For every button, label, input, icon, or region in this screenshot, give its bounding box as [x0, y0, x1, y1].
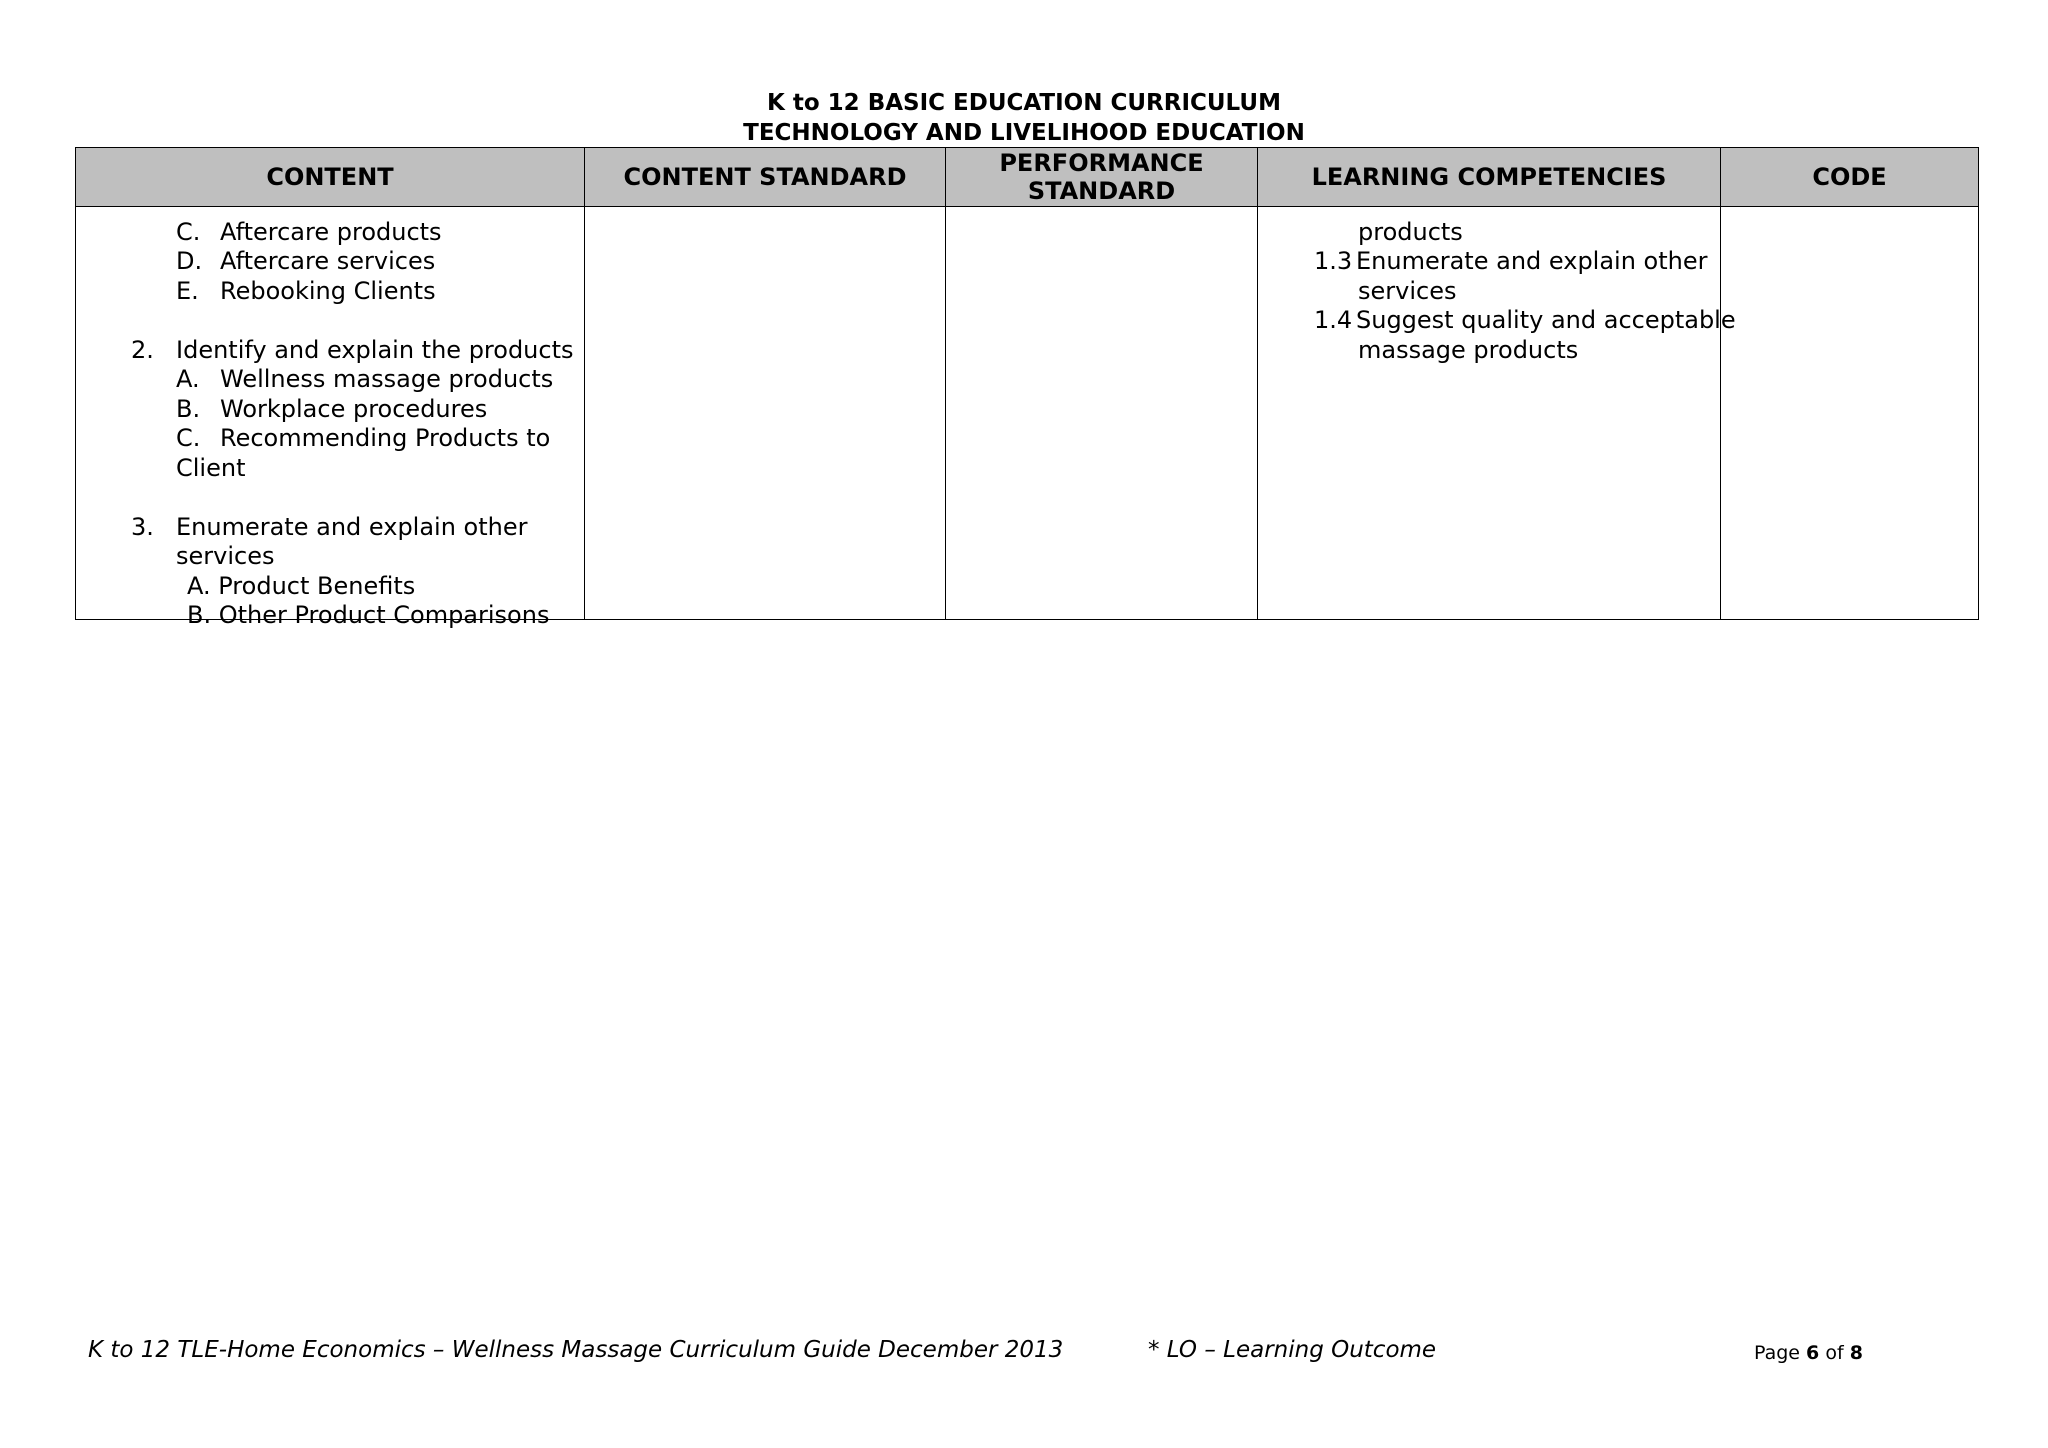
code-cell [1721, 207, 1979, 620]
header-learning-competencies: LEARNING COMPETENCIES [1258, 148, 1721, 207]
content-cell [76, 207, 585, 629]
content-marker: C. [176, 218, 201, 246]
competency-item: massage products [1358, 336, 1579, 364]
content-marker: C. [176, 424, 201, 452]
content-item: B. Other Product Comparisons [187, 601, 550, 629]
page-of: of [1819, 1342, 1850, 1364]
content-item: Client [176, 454, 246, 482]
competency-item: products [1358, 218, 1463, 246]
content-item: Wellness massage products [220, 365, 554, 393]
performance-standard-cell [946, 207, 1258, 620]
competency-marker: 1.3 [1314, 247, 1353, 275]
header-content-standard: CONTENT STANDARD [585, 148, 946, 207]
header-content: CONTENT [76, 148, 585, 207]
page-current: 6 [1806, 1342, 1820, 1364]
content-marker: 3. [131, 513, 154, 541]
header-performance-standard-line2: STANDARD [1027, 177, 1176, 205]
page-total: 8 [1849, 1342, 1863, 1364]
curriculum-table [75, 147, 1979, 629]
footer-guide-title: K to 12 TLE-Home Economics – Wellness Massage Curriculum Guide December 2013 [88, 1337, 1064, 1363]
content-marker: 2. [131, 336, 154, 364]
table-header-row [76, 148, 1979, 207]
content-item: Aftercare services [220, 247, 436, 275]
document-subtitle: TECHNOLOGY AND LIVELIHOOD EDUCATION [743, 120, 1305, 146]
page-prefix: Page [1754, 1342, 1807, 1364]
competency-marker: 1.4 [1314, 306, 1353, 334]
header-code: CODE [1721, 148, 1979, 207]
learning-competencies-cell [1258, 207, 1736, 620]
content-item: Aftercare products [220, 218, 442, 246]
content-marker: A. [176, 365, 200, 393]
document-title: K to 12 BASIC EDUCATION CURRICULUM [767, 90, 1281, 116]
content-item: Recommending Products to [220, 424, 551, 452]
content-item: services [176, 542, 275, 570]
header-performance-standard [946, 148, 1258, 207]
content-item: A. Product Benefits [187, 572, 416, 600]
footer-lo-note: * LO – Learning Outcome [1148, 1337, 1437, 1363]
content-marker: D. [176, 247, 203, 275]
page-number [1754, 1338, 1863, 1368]
table-row [76, 207, 1979, 620]
content-marker: E. [176, 277, 199, 305]
competency-item: services [1358, 277, 1457, 305]
competency-item: Enumerate and explain other [1356, 247, 1708, 275]
content-item: Enumerate and explain other [176, 513, 528, 541]
competency-item: Suggest quality and acceptable [1356, 306, 1736, 334]
header-performance-standard-line1: PERFORMANCE [999, 149, 1204, 177]
content-item: Rebooking Clients [220, 277, 436, 305]
content-item: Identify and explain the products [176, 336, 574, 364]
content-marker: B. [176, 395, 201, 423]
content-standard-cell [585, 207, 946, 620]
content-item: Workplace procedures [220, 395, 488, 423]
